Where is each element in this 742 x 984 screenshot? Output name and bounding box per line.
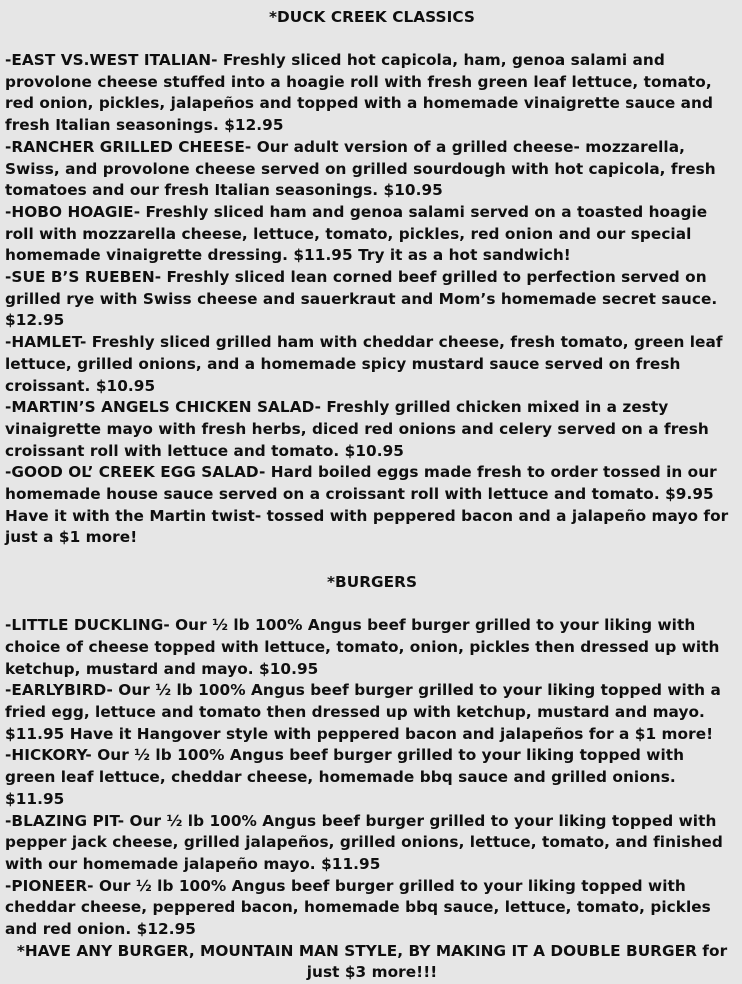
menu-items-list xyxy=(5,50,739,549)
menu-item xyxy=(5,267,739,332)
menu-item xyxy=(5,745,739,810)
item-description: Freshly sliced hot capicola, ham, genoa salami and provolone cheese stuffed into a hoagie roll with fresh green leaf lettuce, tomato, red onion, pickles, jalapeños and topped with a homemade vinaigrette sauce and fresh Italian seasonings. xyxy=(5,51,713,135)
item-description: Our ½ lb 100% Angus beef burger grilled to your liking topped with green leaf lettuce, cheddar cheese, homemade bbq sauce and grilled onions. xyxy=(5,746,685,787)
item-name: - HICKORY - xyxy=(5,746,97,764)
item-description: Freshly sliced ham and genoa salami served on a toasted hoagie roll with mozzarella cheese, lettuce, tomato, pickles, red onion and our special homemade vinaigrette dressing. xyxy=(5,202,708,265)
menu-item xyxy=(5,811,739,876)
item-name: - HAMLET - xyxy=(5,333,92,351)
item-price: $12.95 xyxy=(5,311,65,330)
menu-item xyxy=(5,202,739,267)
item-price: $11.95 xyxy=(321,854,381,873)
item-price: $11.95 xyxy=(5,724,65,743)
section-heading: *BURGERS xyxy=(326,573,418,592)
item-name: - SUE B’S RUEBEN - xyxy=(5,268,166,286)
item-name: - BLAZING PIT - xyxy=(5,812,130,830)
menu-item xyxy=(5,50,739,137)
item-name: - LITTLE DUCKLING - xyxy=(5,616,175,634)
section-duck-creek-classics xyxy=(5,6,739,549)
item-name: - GOOD OL’ CREEK EGG SALAD - xyxy=(5,463,271,481)
item-description: Our ½ lb 100% Angus beef burger grilled to your liking topped with a fried egg, lettuce and tomato then dressed up with ketchup, mustard and mayo. xyxy=(5,681,721,721)
menu-item xyxy=(5,332,739,397)
item-price: $11.95 xyxy=(5,789,65,808)
item-note: Have it with the Martin twist- tossed with peppered bacon and a jalapeño mayo for just a $1 more! xyxy=(5,506,729,547)
menu-items-list xyxy=(5,615,739,941)
item-price: $10.95 xyxy=(344,441,404,460)
item-price: $12.95 xyxy=(224,116,284,135)
item-description: Our adult version of a grilled cheese- mozzarella, Swiss, and provolone cheese served on grilled sourdough with hot capicola, fresh tomatoes and our fresh Italian seasonings. xyxy=(5,137,716,200)
menu-item xyxy=(5,397,739,462)
menu-item xyxy=(5,876,739,941)
item-name: - EAST VS.WEST ITALIAN - xyxy=(5,51,223,69)
item-description: Our ½ lb 100% Angus beef burger grilled to your liking topped with cheddar cheese, peppered bacon, homemade bbq sauce, lettuce, tomato, pickles and red onion. xyxy=(5,876,711,939)
section-burgers xyxy=(5,571,739,984)
item-price: $12.95 xyxy=(136,920,196,939)
item-name: - PIONEER - xyxy=(5,877,99,895)
item-note: Have it Hangover style with peppered bacon and jalapeños for a $1 more! xyxy=(69,724,714,743)
item-description: Our ½ lb 100% Angus beef burger grilled to your liking with choice of cheese topped with lettuce, tomato, onion, pickles then dressed up with ketchup, mustard and mayo. xyxy=(5,616,720,678)
item-description: Freshly grilled chicken mixed in a zesty vinaigrette mayo with fresh herbs, diced red onions and celery served on a fresh croissant roll with lettuce and tomato. xyxy=(5,398,709,460)
item-name: - MARTIN’S ANGELS CHICKEN SALAD - xyxy=(5,398,326,416)
menu-item xyxy=(5,680,739,745)
section-heading: *DUCK CREEK CLASSICS xyxy=(269,8,475,26)
menu-item xyxy=(5,137,739,202)
burger-footer-note: *HAVE ANY BURGER, MOUNTAIN MAN STYLE, BY MAKING IT A DOUBLE BURGER for just $3 more!!! xyxy=(16,941,728,982)
menu-item xyxy=(5,462,739,549)
item-price: $10.95 xyxy=(259,659,319,678)
item-description: Hard boiled eggs made fresh to order tossed in our homemade house sauce served on a croissant roll with lettuce and tomato. xyxy=(5,463,717,504)
item-name: - RANCHER GRILLED CHEESE - xyxy=(5,138,257,156)
item-price: $11.95 xyxy=(293,246,353,265)
item-name: - EARLYBIRD - xyxy=(5,681,118,699)
item-description: Freshly sliced lean corned beef grilled to perfection served on grilled rye with Swiss cheese and sauerkraut and Mom’s homemade secret sauce. xyxy=(5,268,718,308)
menu-item xyxy=(5,615,739,680)
item-name: - HOBO HOAGIE - xyxy=(5,203,145,221)
item-description: Freshly sliced grilled ham with cheddar cheese, fresh tomato, green leaf lettuce, grilled onions, and a homemade spicy mustard sauce served on fresh croissant. xyxy=(5,333,723,395)
item-price: $10.95 xyxy=(383,181,443,200)
item-price: $10.95 xyxy=(95,376,156,395)
item-price: $9.95 xyxy=(665,485,714,504)
item-note: Try it as a hot sandwich! xyxy=(358,246,571,265)
item-description: Our ½ lb 100% Angus beef burger grilled to your liking topped with pepper jack cheese, grilled jalapeños, grilled onions, lettuce, tomato, and finished with our homemade jalapeño mayo. xyxy=(5,811,723,873)
